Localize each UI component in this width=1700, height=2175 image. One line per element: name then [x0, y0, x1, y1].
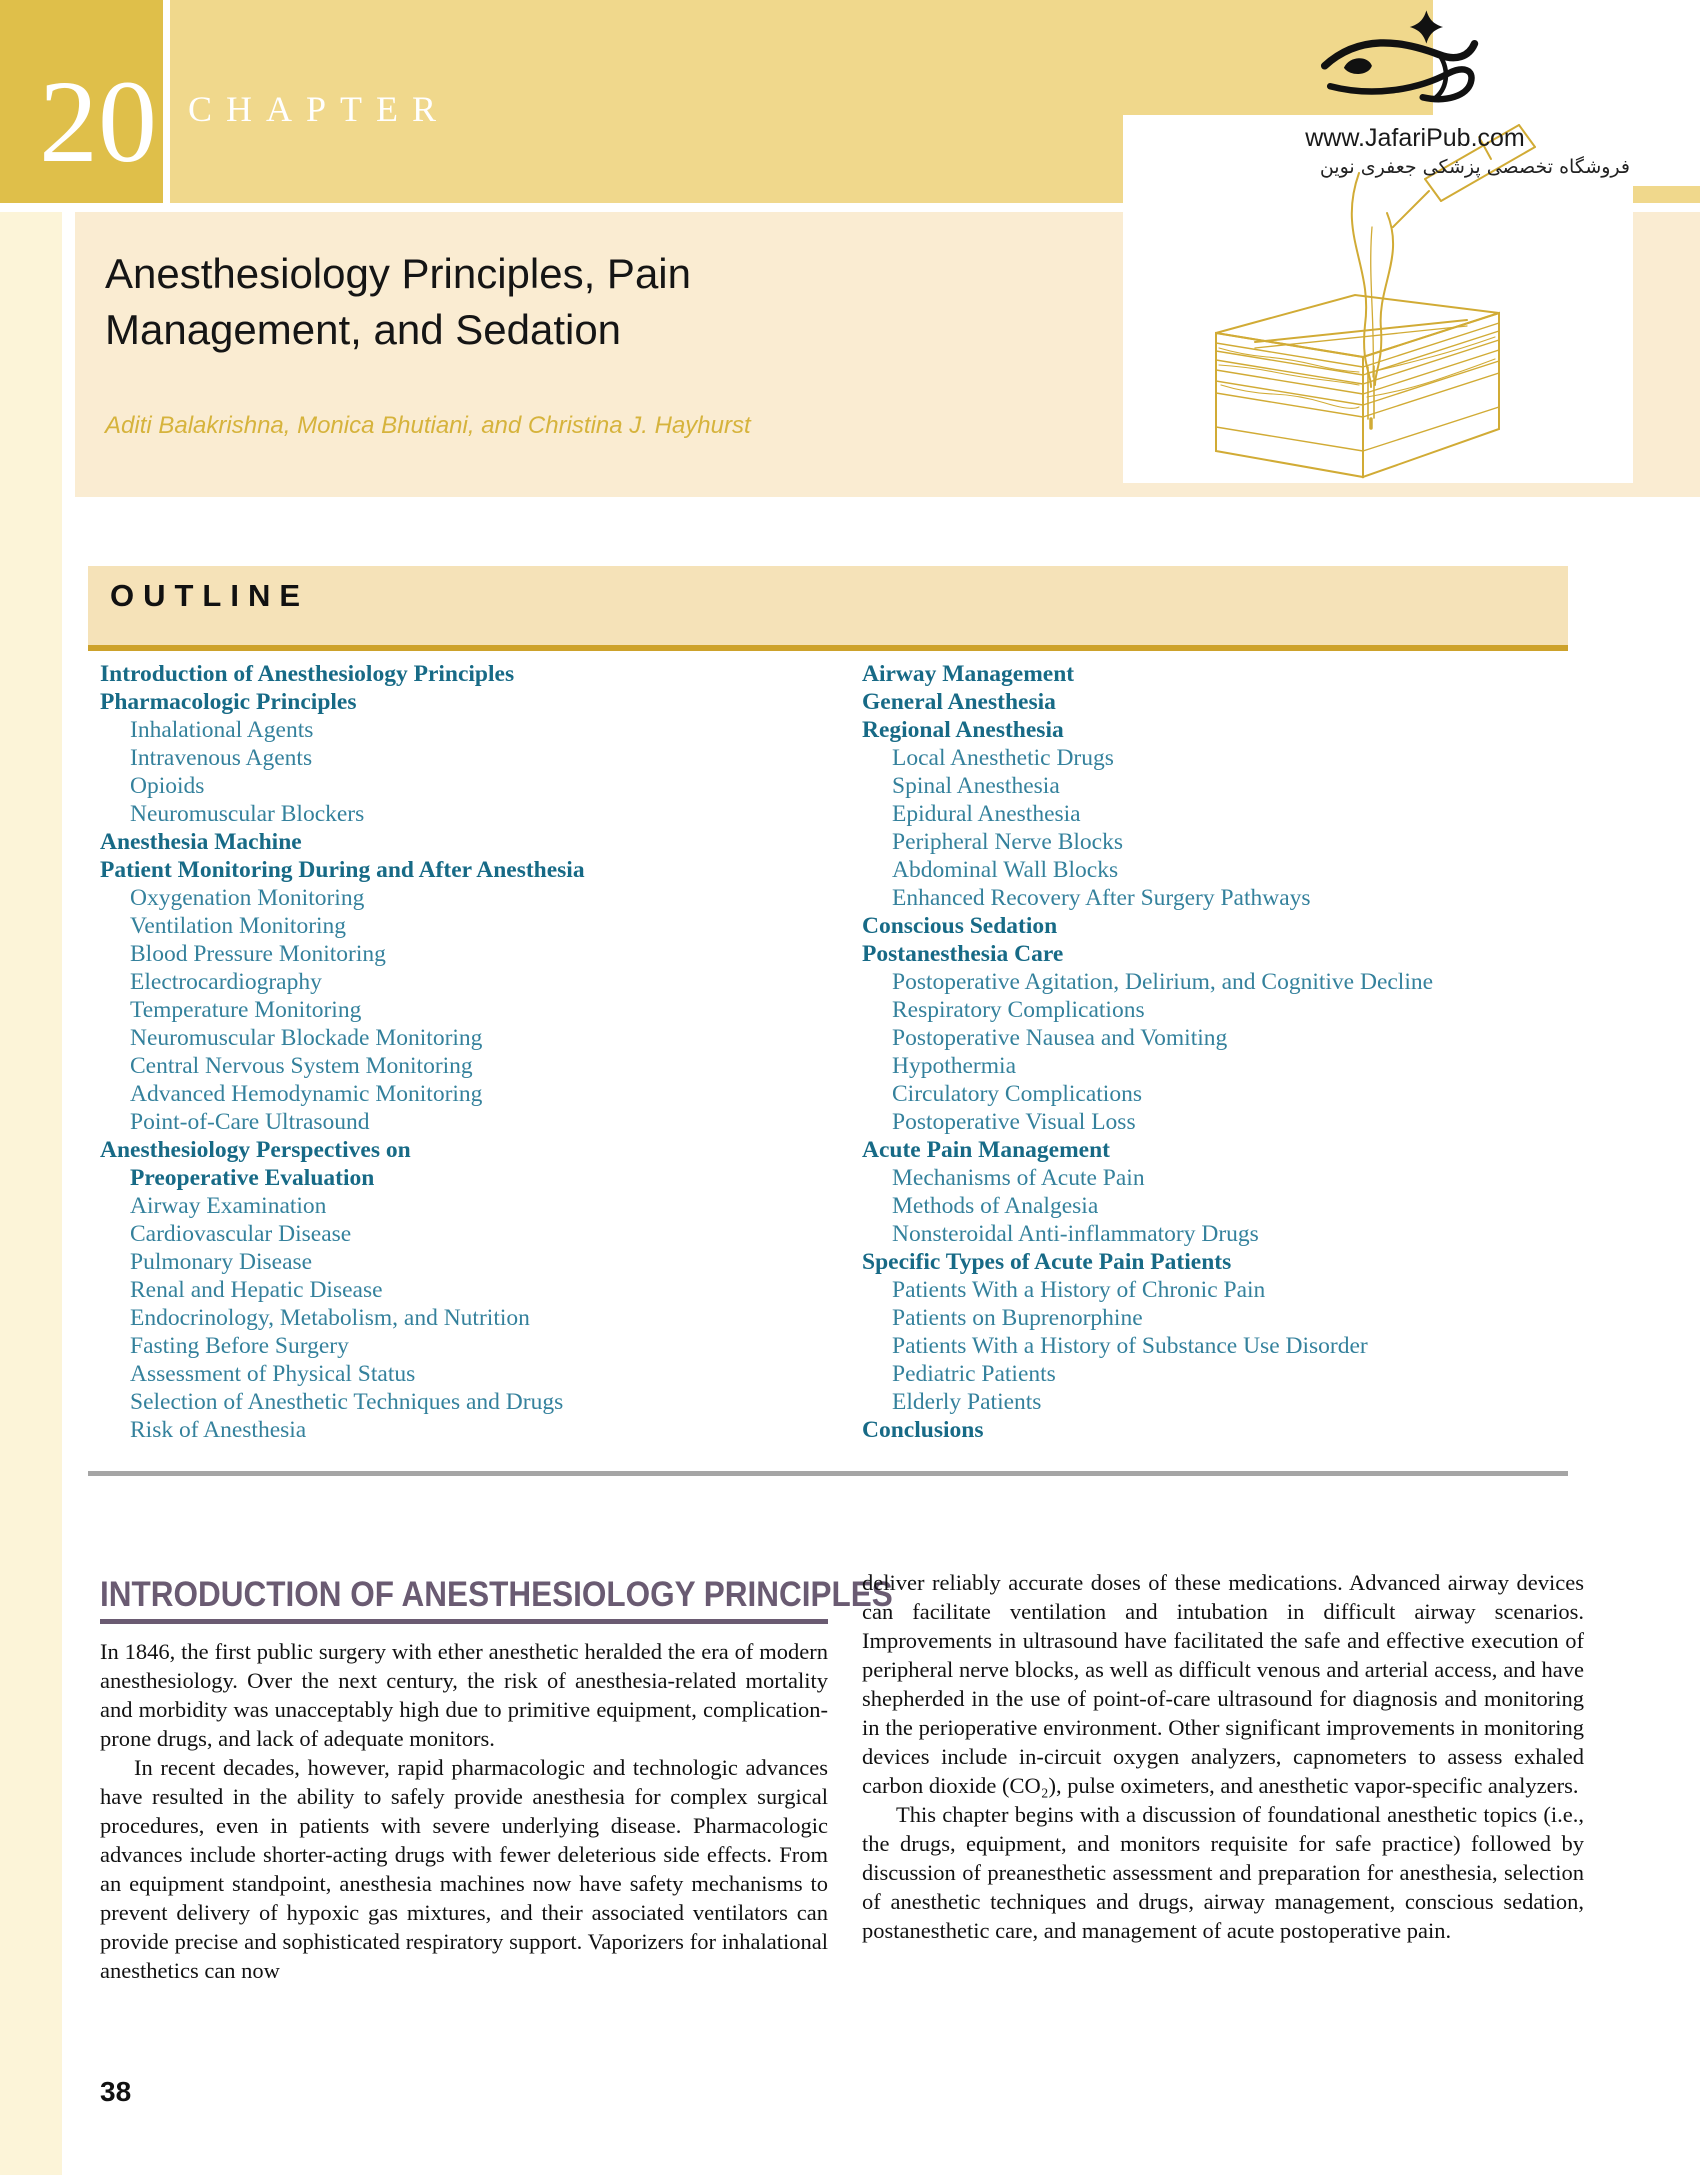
body-left-paragraphs — [100, 1637, 828, 1985]
outline-item: Postoperative Nausea and Vomiting — [892, 1025, 1228, 1051]
outline-item: Elderly Patients — [892, 1389, 1042, 1415]
outline-item: Oxygenation Monitoring — [130, 885, 365, 911]
outline-item: Cardiovascular Disease — [130, 1221, 352, 1247]
page-number: 38 — [100, 2076, 132, 2107]
outline-item: Specific Types of Acute Pain Patients — [862, 1249, 1232, 1275]
outline-item: Abdominal Wall Blocks — [892, 857, 1119, 883]
outline-right-column — [862, 660, 1587, 1444]
outline-item: Ventilation Monitoring — [130, 913, 347, 939]
outline-item: Enhanced Recovery After Surgery Pathways — [892, 885, 1311, 911]
chapter-label: CHAPTER — [188, 89, 451, 129]
outline-left-column — [100, 660, 845, 1444]
publisher-tagline: فروشگاه تخصصی پزشکی جعفری نوین — [1319, 156, 1630, 178]
outline-item: Opioids — [130, 773, 205, 799]
outline-item: Airway Management — [862, 661, 1075, 687]
section-divider-rule — [88, 1471, 1568, 1476]
outline-item: Circulatory Complications — [892, 1081, 1142, 1107]
outline-item: Pharmacologic Principles — [100, 689, 357, 715]
outline-item: Selection of Anesthetic Techniques and Drugs — [130, 1389, 564, 1415]
publisher-url: www.JafariPub.com — [1305, 124, 1525, 152]
outline-item: Patients With a History of Substance Use Disorder — [892, 1333, 1368, 1359]
outline-item: Regional Anesthesia — [862, 717, 1064, 743]
outline-item: Conscious Sedation — [862, 913, 1058, 939]
outline-item: Patient Monitoring During and After Anesthesia — [100, 857, 585, 883]
outline-item: Conclusions — [862, 1417, 984, 1443]
outline-item: Patients on Buprenorphine — [892, 1305, 1143, 1331]
authors-line: Aditi Balakrishna, Monica Bhutiani, and Christina J. Hayhurst — [105, 412, 751, 439]
outline-item: Preoperative Evaluation — [130, 1165, 375, 1191]
body-left-column — [100, 1575, 893, 1985]
outline-item: Pediatric Patients — [892, 1361, 1056, 1387]
page-title — [105, 246, 1005, 358]
outline-item: Patients With a History of Chronic Pain — [892, 1277, 1266, 1303]
outline-item: Fasting Before Surgery — [130, 1333, 349, 1359]
outline-item: Endocrinology, Metabolism, and Nutrition — [130, 1305, 530, 1331]
body-right-column — [862, 1568, 1584, 1945]
outline-item: Hypothermia — [892, 1053, 1016, 1079]
outline-item: Central Nervous System Monitoring — [130, 1053, 473, 1079]
body-paragraph: In recent decades, however, rapid pharmacologic and technologic advances have resulted in the ability to safely provide anesthesia for complex surgical procedures, even in patients with severe underlying disease. Pharmacologic advances include shorter-acting drugs with fewer deleterious side effects. From an equipment standpoint, anesthesia machines now have safety mechanisms to prevent delivery of hypoxic gas mixtures, and their associated ventilators can provide precise and sophisticated respiratory support. Vaporizers for inhalational anesthetics can now — [100, 1755, 828, 1983]
outline-item: Anesthesiology Perspectives on — [100, 1137, 411, 1163]
outline-item: Mechanisms of Acute Pain — [892, 1165, 1145, 1191]
page-title-line2: Management, and Sedation — [105, 306, 622, 353]
section-heading: INTRODUCTION OF ANESTHESIOLOGY PRINCIPLES — [100, 1575, 893, 1614]
outline-item: Airway Examination — [130, 1193, 327, 1219]
page-title-line1: Anesthesiology Principles, Pain — [105, 250, 691, 297]
body-paragraph: deliver reliably accurate doses of these medications. Advanced airway devices can facilitate ventilation and intubation in difficult airway scenarios. Improvements in ultrasound have facilitated the safe and effective execution of peripheral nerve blocks, as well as difficult venous and arterial access, and have shepherded in the use of point-of-care ultrasound for diagnosis and monitoring in the perioperative environment. Other significant improvements in monitoring devices include in-circuit oxygen analyzers, capnometers to assess exhaled carbon dioxide (CO₂), pulse oximeters, and anesthetic vapor-specific analyzers. — [862, 1570, 1584, 1798]
body-right-paragraphs — [862, 1568, 1584, 1945]
outline-item: Methods of Analgesia — [892, 1193, 1099, 1219]
outline-item: Electrocardiography — [130, 969, 322, 995]
outline-item: Risk of Anesthesia — [130, 1417, 307, 1443]
outline-item: Postoperative Agitation, Delirium, and Cognitive Decline — [892, 969, 1434, 995]
outline-item: Pulmonary Disease — [130, 1249, 313, 1275]
outline-item: Advanced Hemodynamic Monitoring — [130, 1081, 483, 1107]
chapter-number: 20 — [39, 56, 157, 187]
outline-gold-rule — [88, 645, 1568, 651]
outline-item: Point-of-Care Ultrasound — [130, 1109, 370, 1135]
left-margin-strip — [0, 212, 62, 2175]
outline-item: Blood Pressure Monitoring — [130, 941, 386, 967]
publisher-calligraphy-logo-icon — [1308, 8, 1493, 120]
chapter-number-block — [0, 0, 170, 203]
outline-item: Postanesthesia Care — [862, 941, 1064, 967]
outline-item: Spinal Anesthesia — [892, 773, 1060, 799]
outline-item: Introduction of Anesthesiology Principles — [100, 661, 515, 687]
outline-item: Nonsteroidal Anti-inflammatory Drugs — [892, 1221, 1259, 1247]
body-paragraph: This chapter begins with a discussion of foundational anesthetic topics (i.e., the drugs, equipment, and monitors requisite for safe practice) followed by discussion of preanesthetic assessment and preparation for anesthesia, selection of anesthetic techniques and drugs, airway management, conscious sedation, postanesthetic care, and management of acute postoperative pain. — [862, 1802, 1584, 1943]
outline-item: Postoperative Visual Loss — [892, 1109, 1136, 1135]
outline-item: Assessment of Physical Status — [130, 1361, 416, 1387]
outline-item: Peripheral Nerve Blocks — [892, 829, 1124, 855]
outline-item: Acute Pain Management — [862, 1137, 1111, 1163]
outline-item: Neuromuscular Blockers — [130, 801, 365, 827]
outline-item: Anesthesia Machine — [100, 829, 302, 855]
outline-item: Temperature Monitoring — [130, 997, 362, 1023]
outline-item: General Anesthesia — [862, 689, 1056, 715]
section-heading-rule — [100, 1619, 828, 1624]
body-paragraph: In 1846, the first public surgery with ether anesthetic heralded the era of modern anesthesiology. Over the next century, the risk of anesthesia-related mortality and morbidity was unacceptably high due to primitive equipment, complication-prone drugs, and lack of adequate monitors. — [100, 1639, 828, 1751]
outline-label: OUTLINE — [110, 578, 310, 613]
outline-header-band — [88, 566, 1568, 645]
outline-item: Respiratory Complications — [892, 997, 1145, 1023]
outline-item: Local Anesthetic Drugs — [892, 745, 1114, 771]
outline-item: Neuromuscular Blockade Monitoring — [130, 1025, 483, 1051]
outline-item: Renal and Hepatic Disease — [130, 1277, 383, 1303]
outline-item: Inhalational Agents — [130, 717, 314, 743]
outline-item: Intravenous Agents — [130, 745, 313, 771]
outline-item: Epidural Anesthesia — [892, 801, 1081, 827]
